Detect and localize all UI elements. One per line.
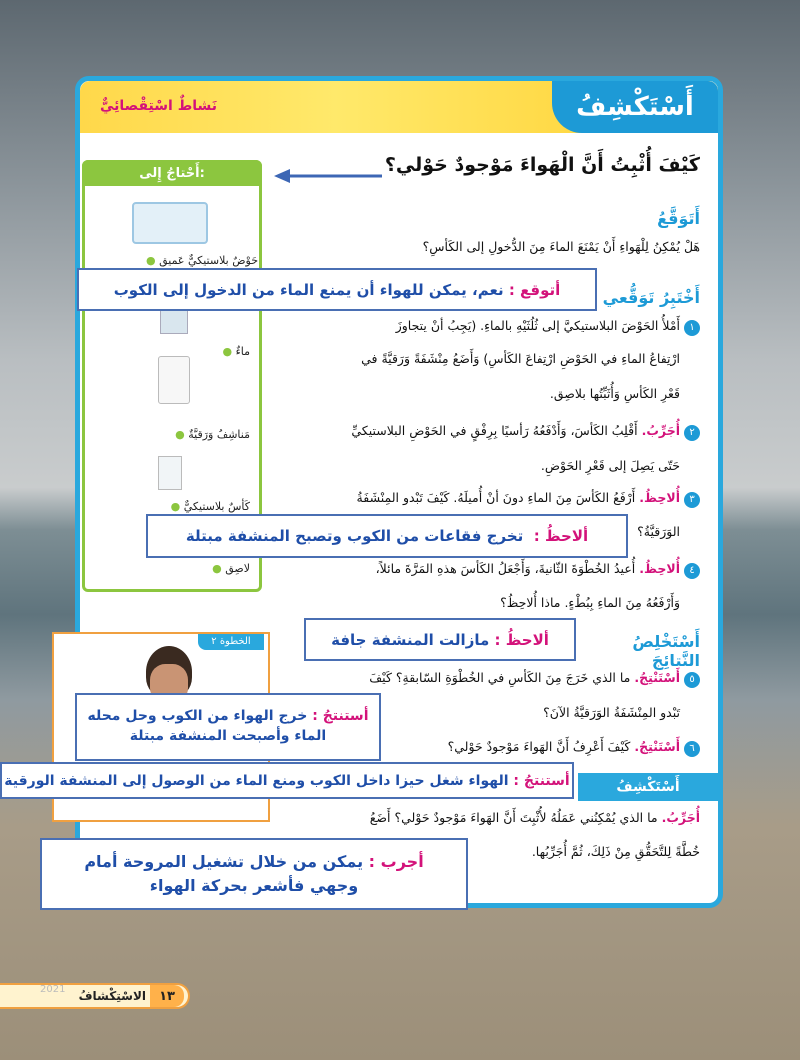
step-1-line: ارْتِفاعُ الماءِ في الحَوْضِ ارْتِفاعَ الكَأسِ) وَأَضَعُ مِنْشَفَةً وَرَقيَّةً في <box>361 351 680 366</box>
materials-title: أَحْتاجُ إِلى: <box>82 160 262 186</box>
answer-try: أجرب : يمكن من خلال تشغيل المروحة أمام وجهي فأشعر بحركة الهواء <box>40 838 468 910</box>
conclude-title: أَسْتَخْلِصُ النَّتائِجَ <box>632 632 700 670</box>
step-number: ٢ <box>684 425 700 441</box>
answer-conclude-1: أستنتجُ : خرج الهواء من الكوب وحل محله الماء وأصبحت المنشفة مبتلة <box>75 693 381 761</box>
arrow-left-icon <box>272 166 384 186</box>
predict-text: هَلْ يُمْكِنُ لِلْهَواءِ أَنْ يَمْنَعَ الماءَ مِنَ الدُّخولِ إلى الكَأسِ؟ <box>422 239 700 254</box>
step-number: ١ <box>684 320 700 336</box>
material-item: مَناشِفُ وَرَقيَّةٌ ● <box>100 428 250 441</box>
predict-title: أَتَوَقَّعُ <box>657 209 700 228</box>
activity-label: نَشاطٌ اسْتِقْصائِيٌّ <box>100 98 218 114</box>
water-jug-image <box>160 308 188 334</box>
step-1-line: قَعْرِ الكَأسِ وَأُثَبِّتُها بلاصِق. <box>549 386 680 401</box>
footer-title: الاسْتِكْشافُ <box>78 989 146 1003</box>
step-3: ٣أُلاحِظُ. أَرْفَعُ الكَأسَ مِنَ الماءِ دونَ أنْ أُميلَهُ. كَيْفَ تَبْدو المِنْشَفَةُ <box>268 492 700 508</box>
step-3-line: الوَرَقيَّةُ؟ <box>637 524 680 539</box>
step-number: ٦ <box>684 741 700 757</box>
step-2: ٢أُجَرِّبُ. أَقْلِبُ الكَأسَ، وَأَدْفَعُهُ رَأسيًا بِرِفْقٍ في الحَوْضِ البلاستيكيِّ <box>268 425 700 441</box>
step-5: ٥أَسْتَنْتِجُ. ما الذي خَرَجَ مِنَ الكَأسِ في الخُطْوَةِ السّابقةِ؟ كَيْفَ <box>280 672 700 688</box>
answer-observe-2: ألاحظُ : مازالت المنشفة جافة <box>304 618 576 661</box>
photo-step-label: الخطوة ٢ <box>198 634 264 650</box>
step-number: ٤ <box>684 563 700 579</box>
explore-more-text: أُجَرِّبُ. ما الذي يُمْكِنُني عَمَلُهُ لأُثْبِتَ أَنَّ الهَواءَ مَوْجودٌ حَوْلي؟ أَضَعُ <box>369 810 700 825</box>
page-number: ١٣ <box>150 985 184 1007</box>
step-5-line: تَبْدو المِنْشَفَةُ الوَرَقيَّةُ الآنَ؟ <box>543 705 680 720</box>
material-item: ماءٌ ● <box>100 345 250 358</box>
main-question: كَيْفَ أُثْبِتُ أَنَّ الْهَواءَ مَوْجودٌ حَوْلي؟ <box>384 154 700 176</box>
explore-more-band: أَسْتَكْشِفُ <box>578 773 718 801</box>
test-title: أَخْتَبِرُ تَوَقُّعي <box>602 288 700 307</box>
material-item: حَوْضٌ بلاستيكيٌّ عَميق ● <box>100 254 258 267</box>
paper-towel-image <box>158 356 190 404</box>
answer-predict: أتوقع : نعم، يمكن للهواء أن يمنع الماء من الدخول إلى الكوب <box>77 268 597 311</box>
answer-conclude-2: أستنتجُ : الهواء شغل حيزا داخل الكوب ومنع الماء من الوصول إلى المنشفة الورقية <box>0 762 574 799</box>
step-number: ٣ <box>684 492 700 508</box>
step-4-line: وَأَرْفَعُهُ مِنَ الماءِ بِبُطْءٍ. ماذا أُلاحِظُ؟ <box>500 595 680 610</box>
step-4: ٤أُلاحِظُ. أُعيدُ الخُطْوَةَ الثّانيةَ، وَأَجْعَلُ الكَأسَ هذهِ المَرَّةَ مائلاً، <box>268 563 700 579</box>
section-title: أَسْتَكْشِفُ <box>552 81 718 133</box>
explore-more-line: خُطَّةً لِلتَّحَقُّقِ مِنْ ذَلِكَ، ثُمَّ أُجَرِّبُها. <box>531 844 700 859</box>
plastic-basin-image <box>132 202 208 244</box>
footer-year: 2021 <box>40 984 66 995</box>
material-item: لاصِق ● <box>100 562 250 575</box>
material-item: كَأسٌ بلاستيكيٌّ ● <box>100 500 250 513</box>
step-number: ٥ <box>684 672 700 688</box>
answer-observe-1: ألاحظُ : تخرج فقاعات من الكوب وتصبح المنشفة مبتلة <box>146 514 628 558</box>
step-6: ٦أَسْتَنْتِجُ. كَيْفَ أَعْرِفُ أَنَّ الهَواءَ مَوْجودٌ حَوْلي؟ <box>400 741 700 757</box>
step-1: ١أَمْلأُ الحَوْضَ البلاستيكيَّ إلى ثُلُثَيْهِ بالماءِ. (يَجِبُ أنْ يتجاوزَ <box>268 320 700 336</box>
step-2-line: حَتّى يَصِلَ إلى قَعْرِ الحَوْضِ. <box>540 458 680 473</box>
plastic-cup-image <box>158 456 182 490</box>
